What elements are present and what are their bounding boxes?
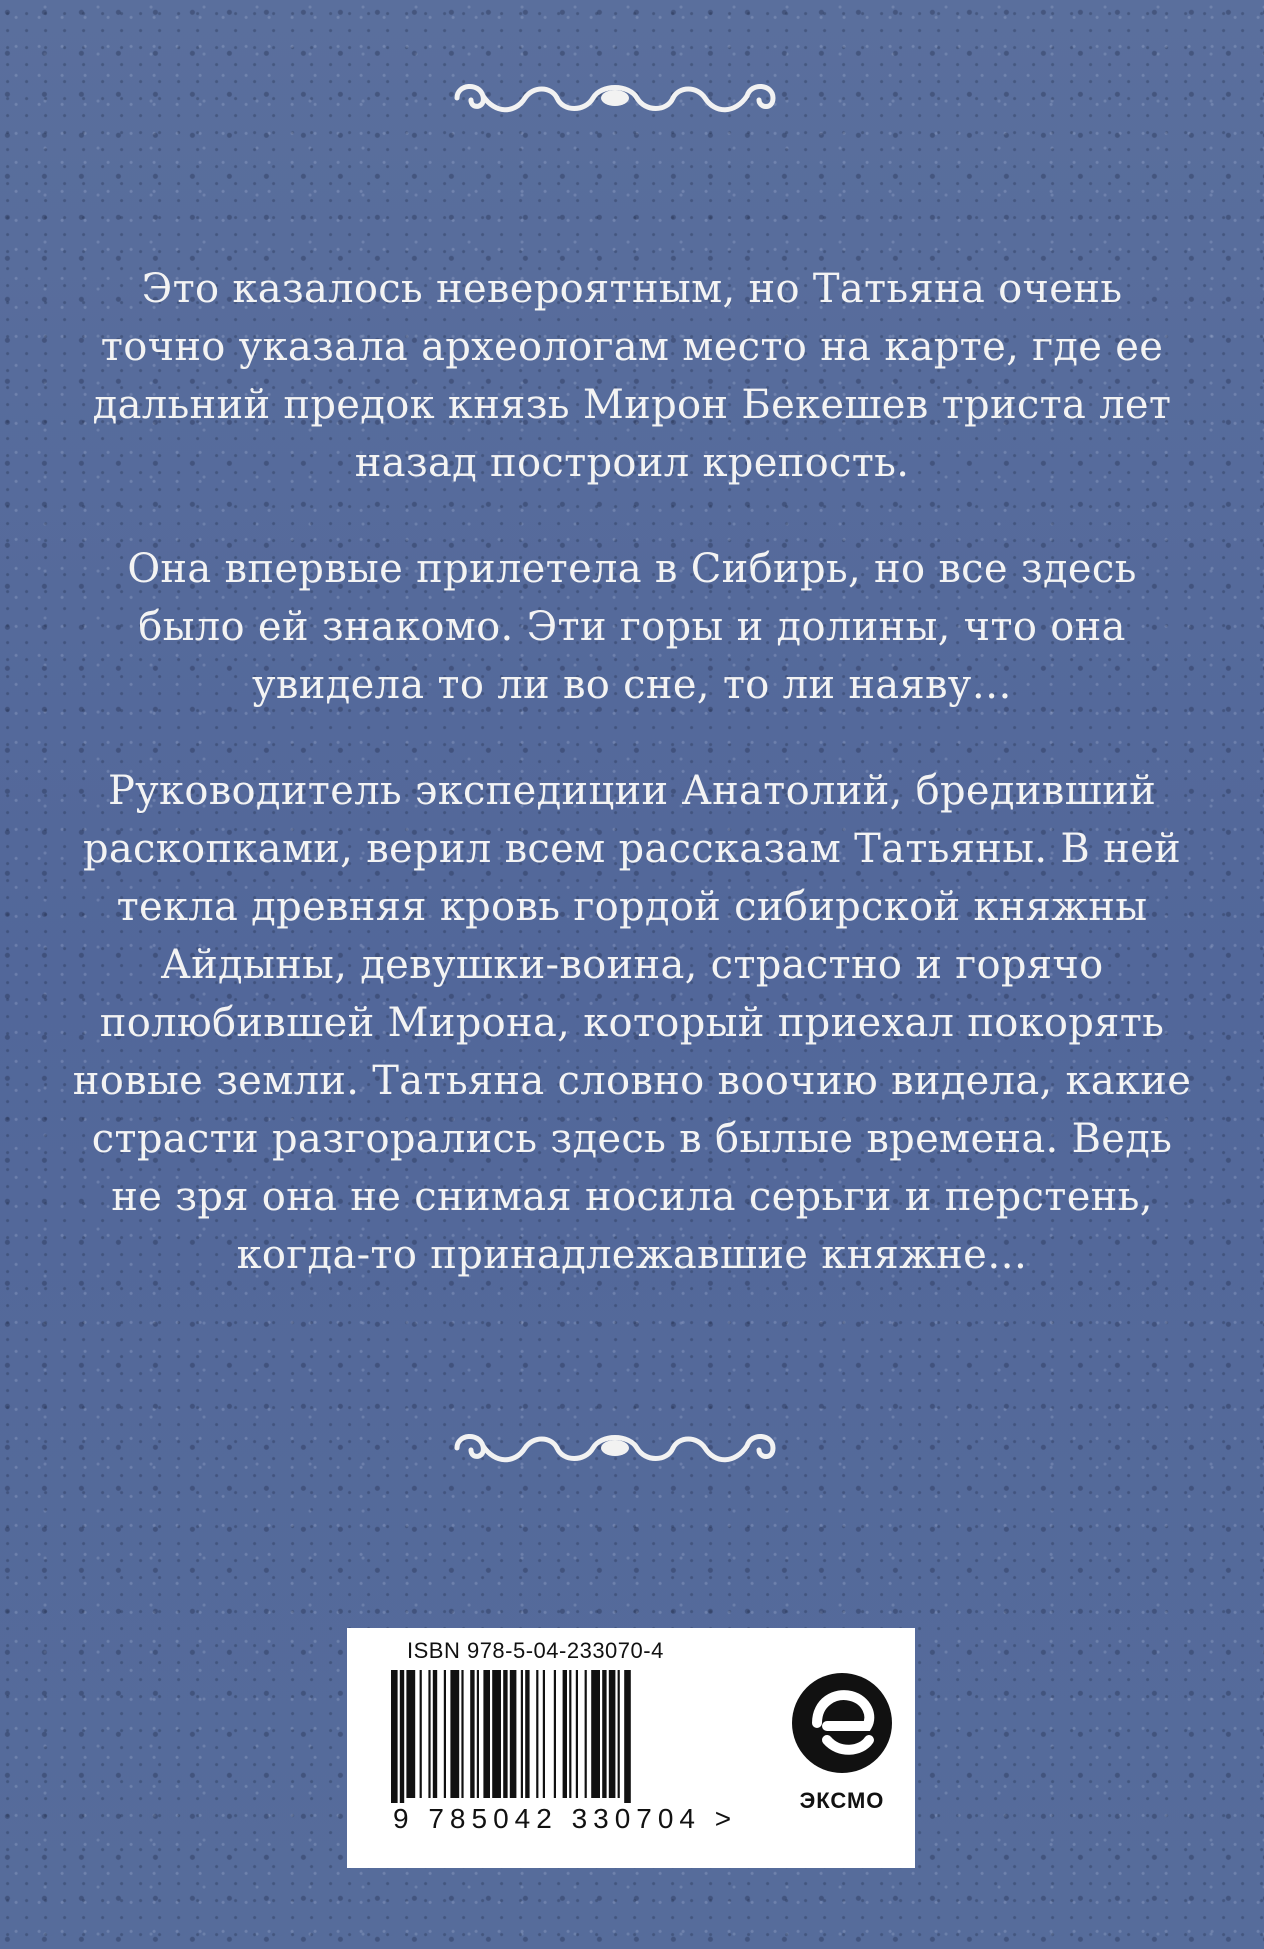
blurb-line: дальний предок князь Мирон Бекешев триста лет bbox=[92, 382, 1172, 428]
blurb-line: когда-то принадлежавшие княжне… bbox=[236, 1232, 1028, 1278]
blurb-paragraph-2 bbox=[60, 540, 1204, 714]
barcode-icon bbox=[387, 1670, 767, 1820]
blurb-line: новые земли. Татьяна словно воочию видела, какие bbox=[72, 1058, 1192, 1104]
blurb-line: точно указала археологам место на карте, где ее bbox=[100, 324, 1164, 370]
blurb-line: полюбившей Мирона, который приехал покорять bbox=[99, 1000, 1165, 1046]
blurb-paragraph-1 bbox=[60, 260, 1204, 492]
blurb-line: Айдыны, девушки-воина, страстно и горячо bbox=[160, 942, 1104, 988]
barcode-digits: 9 785042 330704 > bbox=[393, 1803, 738, 1834]
blurb-line: назад построил крепость. bbox=[354, 440, 910, 486]
blurb-line: текла древняя кровь гордой сибирской княжны bbox=[116, 884, 1148, 930]
blurb-line: раскопками, верил всем рассказам Татьяны. В ней bbox=[82, 826, 1182, 872]
blurb-line: страсти разгорались здесь в былые времена. Ведь bbox=[91, 1116, 1173, 1162]
blurb-paragraph-3 bbox=[60, 762, 1204, 1284]
barcode-panel bbox=[347, 1628, 915, 1868]
eksmo-logo-icon bbox=[787, 1668, 897, 1778]
scroll-ornament-icon bbox=[445, 1418, 785, 1478]
scroll-ornament-icon bbox=[445, 68, 785, 128]
blurb-line: увидела то ли во сне, то ли наяву… bbox=[252, 662, 1012, 708]
blurb-line: Руководитель экспедиции Анатолий, бредивший bbox=[107, 768, 1157, 814]
publisher-name: ЭКСМО bbox=[799, 1788, 885, 1813]
blurb-line: Она впервые прилетела в Сибирь, но все здесь bbox=[127, 546, 1137, 592]
blurb-line: было ей знакомо. Эти горы и долины, что она bbox=[138, 604, 1126, 650]
blurb-line: не зря она не снимая носила серьги и перстень, bbox=[111, 1174, 1153, 1220]
blurb-line: Это казалось невероятным, но Татьяна очень bbox=[141, 266, 1123, 312]
isbn-text: ISBN 978-5-04-233070-4 bbox=[407, 1638, 664, 1663]
